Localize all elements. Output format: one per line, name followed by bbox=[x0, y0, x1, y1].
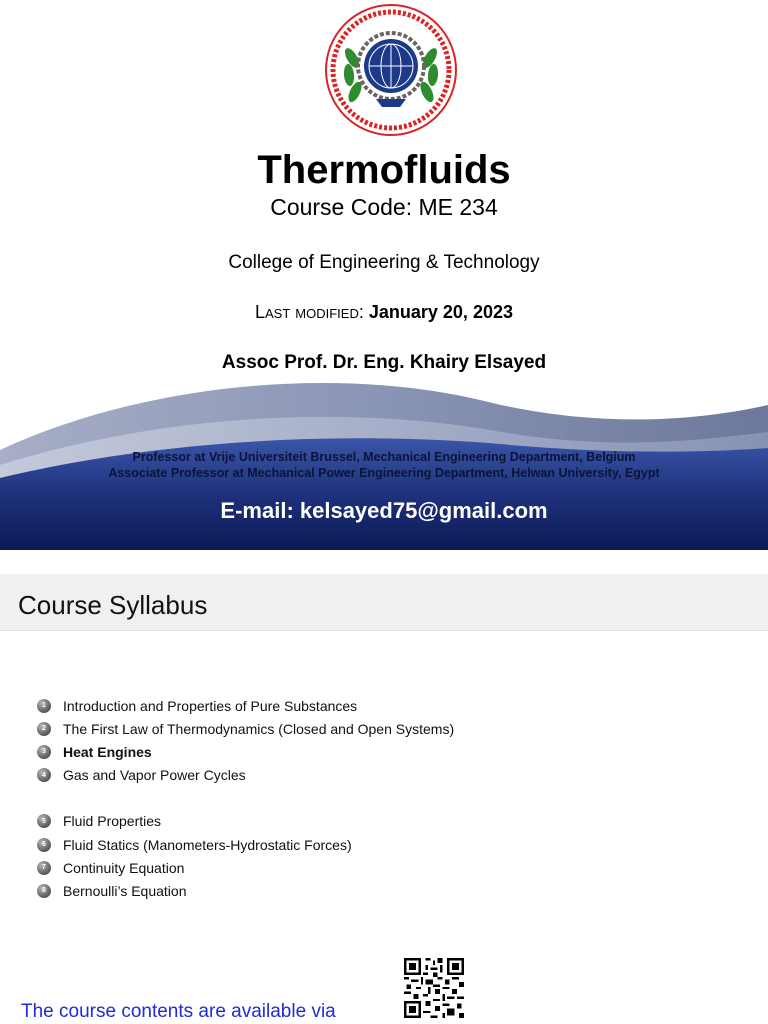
list-item bbox=[37, 740, 454, 763]
numbered-bullet-icon: 8 bbox=[37, 884, 51, 898]
list-item-text: Gas and Vapor Power Cycles bbox=[63, 767, 246, 784]
list-item bbox=[37, 833, 454, 856]
numbered-bullet-icon: 4 bbox=[37, 768, 51, 782]
syllabus-list bbox=[37, 694, 454, 903]
list-item-text: Fluid Statics (Manometers-Hydrostatic Forces) bbox=[63, 836, 352, 853]
last-modified-label: Last modified: bbox=[255, 302, 364, 322]
list-item bbox=[37, 694, 454, 717]
course-code: Course Code: ME 234 bbox=[270, 194, 498, 220]
list-item bbox=[37, 856, 454, 879]
list-item-text: Introduction and Properties of Pure Substances bbox=[63, 697, 358, 714]
affiliations bbox=[0, 449, 768, 481]
academy-seal-logo bbox=[324, 3, 458, 137]
affiliation-helwan: Associate Professor at Mechanical Power Engineering Department, Helwan University, Egypt bbox=[108, 466, 660, 480]
qr-code-icon[interactable] bbox=[404, 958, 464, 1018]
numbered-bullet-icon: 3 bbox=[37, 745, 51, 759]
syllabus-slide bbox=[0, 574, 768, 1024]
author-name: Assoc Prof. Dr. Eng. Khairy Elsayed bbox=[221, 352, 547, 373]
last-modified bbox=[0, 302, 768, 323]
numbered-bullet-icon: 2 bbox=[37, 722, 51, 736]
list-item-text: The First Law of Thermodynamics (Closed and Open Systems) bbox=[63, 720, 455, 737]
list-spacer bbox=[37, 787, 454, 810]
list-item bbox=[37, 764, 454, 787]
list-item-text: Heat Engines bbox=[63, 743, 152, 760]
last-modified-date: January 20, 2023 bbox=[368, 302, 513, 322]
list-item-text: Fluid Properties bbox=[63, 813, 162, 830]
list-item-text: Bernoulli’s Equation bbox=[63, 882, 187, 899]
numbered-bullet-icon: 6 bbox=[37, 838, 51, 852]
list-item bbox=[37, 810, 454, 833]
list-item bbox=[37, 717, 454, 740]
list-item-text: Continuity Equation bbox=[63, 859, 185, 876]
numbered-bullet-icon: 1 bbox=[37, 699, 51, 713]
course-contents-note: The course contents are available via bbox=[21, 1001, 336, 1022]
email-address[interactable]: E-mail: kelsayed75@gmail.com bbox=[220, 498, 548, 523]
list-item bbox=[37, 879, 454, 902]
numbered-bullet-icon: 7 bbox=[37, 861, 51, 875]
college-name: College of Engineering & Technology bbox=[228, 252, 540, 273]
numbered-bullet-icon: 5 bbox=[37, 814, 51, 828]
syllabus-title: Course Syllabus bbox=[18, 590, 208, 620]
syllabus-header bbox=[0, 574, 768, 631]
course-title: Thermofluids bbox=[257, 148, 511, 192]
affiliation-vub: Professor at Vrije Universiteit Brussel, Mechanical Engineering Department, Belgium bbox=[132, 450, 636, 464]
